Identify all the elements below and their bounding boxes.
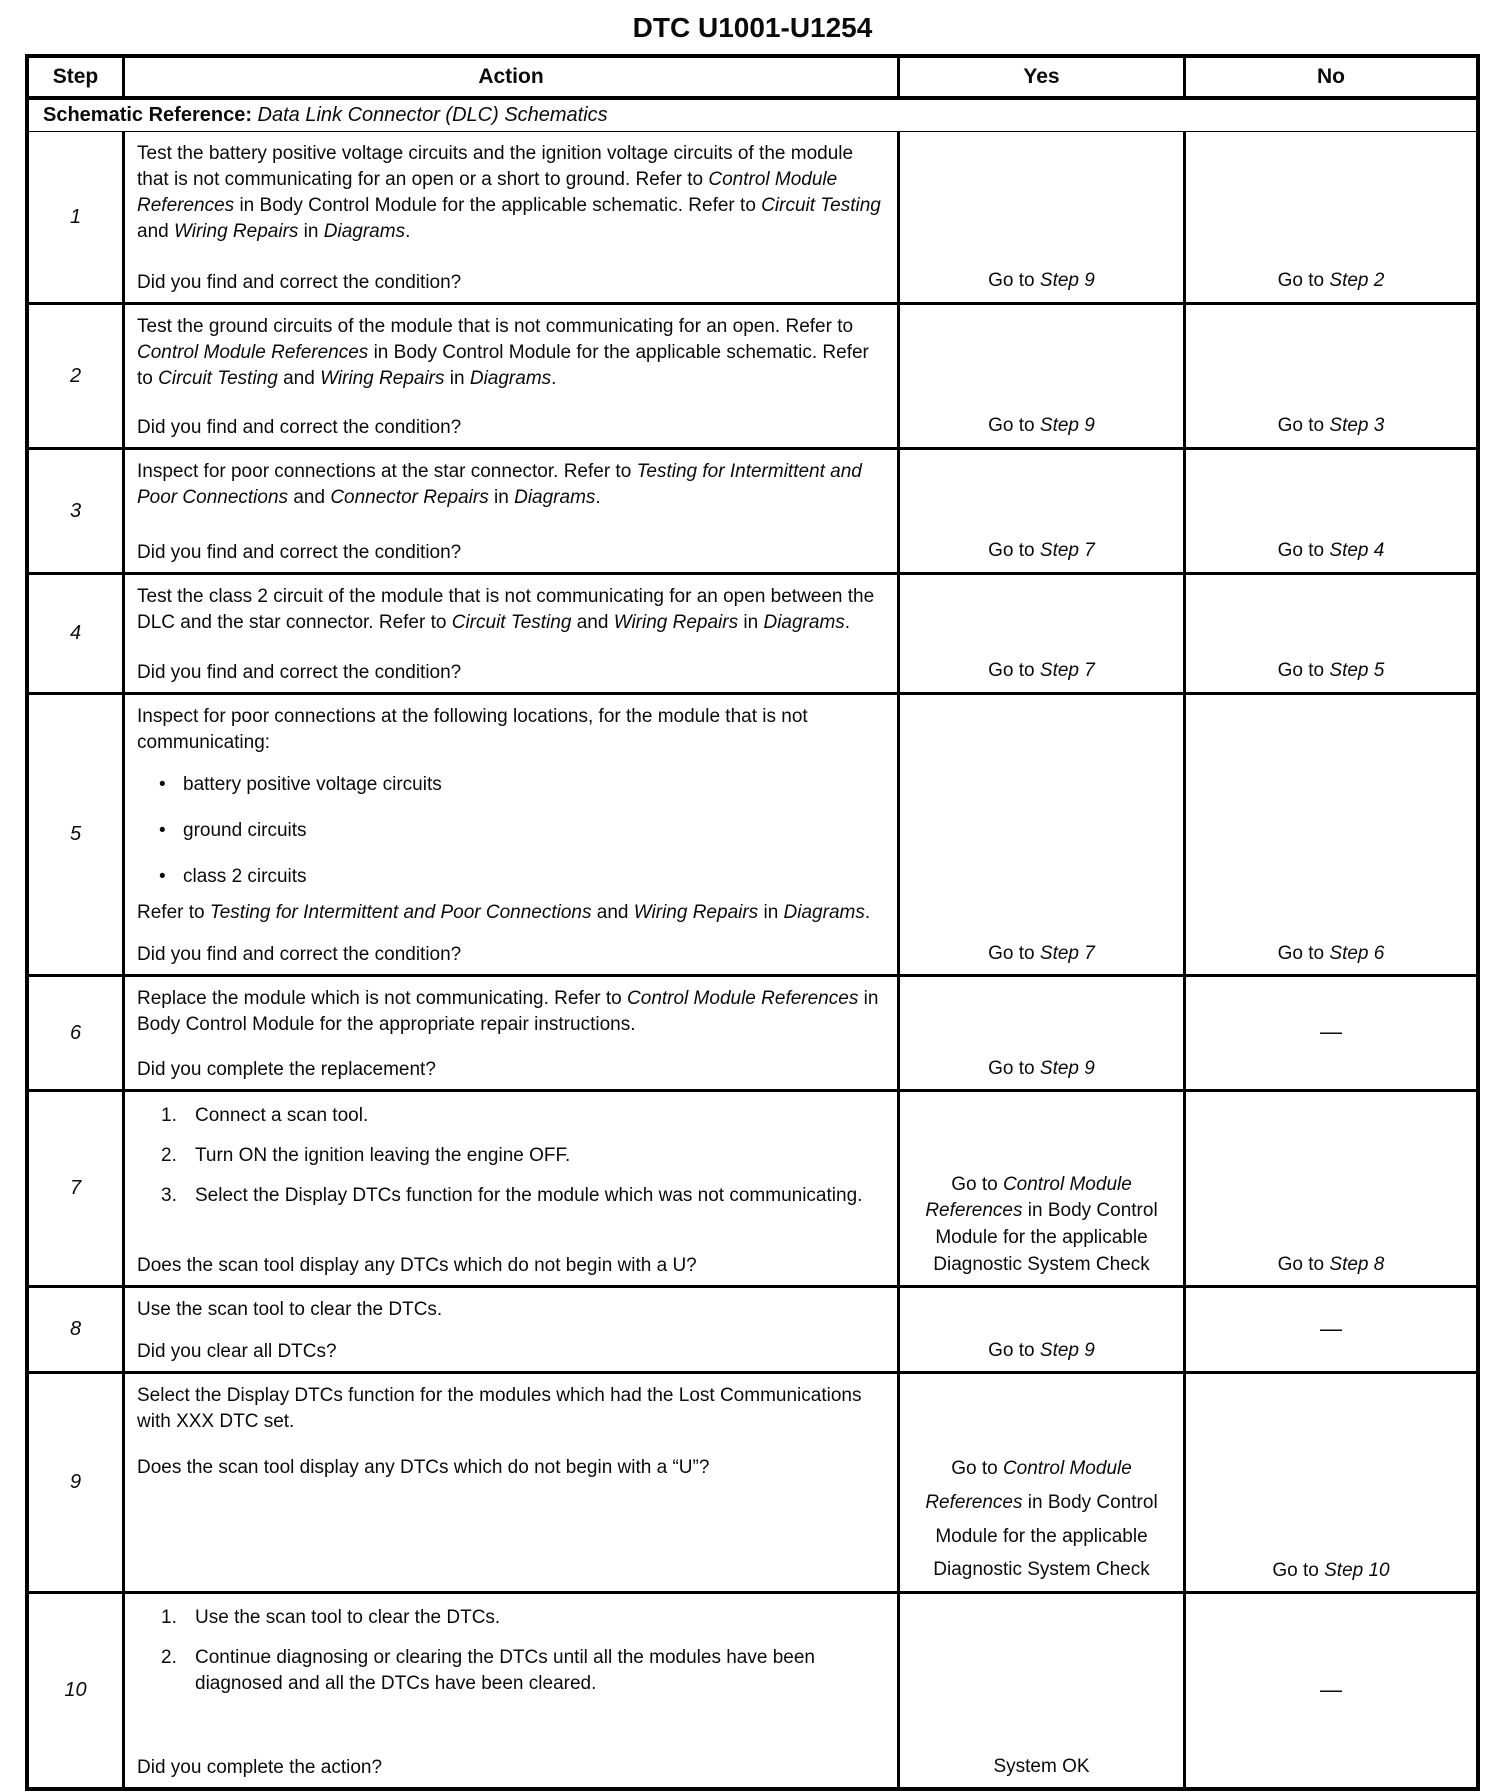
text-segment: Use the scan tool to clear the DTCs. <box>195 1607 501 1629</box>
text-segment: Step 5 <box>1329 660 1385 682</box>
action-paragraph <box>137 459 887 511</box>
action-paragraph <box>137 900 887 926</box>
table-row <box>29 692 1476 974</box>
table-header-row <box>29 58 1476 96</box>
text-segment: Go to <box>988 540 1040 562</box>
action-question <box>137 1745 887 1781</box>
text-segment: in Body Control Module for the applicable Diagnostic System Check <box>933 1491 1158 1581</box>
text-segment: Control Module References <box>925 1173 1132 1222</box>
table-row <box>29 572 1476 692</box>
step-cell <box>29 1092 122 1285</box>
text-segment: Did you complete the replacement? <box>137 1059 436 1081</box>
text-segment: and <box>288 487 331 509</box>
filler <box>137 1481 887 1585</box>
text-segment: in <box>738 612 764 634</box>
header-step: Step <box>52 65 99 88</box>
text-segment: Wiring Repairs <box>613 612 739 634</box>
yes-cell <box>897 132 1183 302</box>
yes-cell <box>897 575 1183 692</box>
text-segment: Select the Display DTCs function for the module which was not communicating. <box>195 1185 863 1207</box>
yes-cell <box>897 305 1183 447</box>
numbered-item-index: 3. <box>161 1185 177 1207</box>
action-cell <box>122 695 897 974</box>
text-segment: Diagrams <box>323 221 406 243</box>
text-segment: in <box>444 368 470 390</box>
text-segment: Did you find and correct the condition? <box>137 416 462 438</box>
yes-value <box>988 268 1095 295</box>
text-segment: Step 7 <box>1039 942 1095 964</box>
table-row <box>29 1089 1476 1285</box>
table-row <box>29 1371 1476 1591</box>
numbered-item <box>155 1645 887 1697</box>
text-segment: battery positive voltage circuits <box>183 774 442 796</box>
text-segment: . <box>551 368 557 390</box>
step-cell <box>29 450 122 572</box>
action-paragraph <box>137 584 887 636</box>
numbered-item-index: 1. <box>161 1607 177 1629</box>
bullet-text <box>183 864 307 890</box>
yes-value <box>988 538 1095 565</box>
step-cell <box>29 132 122 302</box>
no-cell <box>1183 695 1476 974</box>
action-cell <box>122 132 897 302</box>
text-segment: Test the battery positive voltage circuits and the ignition voltage circuits of the module that is not communicating for an open or a short to ground. Refer to <box>137 143 854 191</box>
text-segment: Step 3 <box>1329 415 1385 437</box>
text-segment: Did you find and correct the condition? <box>137 944 462 966</box>
text-segment: Go to <box>988 660 1040 682</box>
text-segment: in <box>298 221 324 243</box>
yes-cell <box>897 977 1183 1089</box>
text-segment: Replace the module which is not communicating. Refer to <box>137 988 628 1010</box>
table-body <box>29 132 1476 1787</box>
text-segment: Step 2 <box>1329 270 1385 292</box>
text-segment: Go to <box>1272 1559 1325 1581</box>
step-cell <box>29 305 122 447</box>
numbered-item <box>155 1605 887 1631</box>
action-cell <box>122 450 897 572</box>
text-segment: Continue diagnosing or clearing the DTCs until all the modules have been diagnosed and all the DTCs have been cleared. <box>195 1647 815 1695</box>
text-segment: Diagrams <box>469 368 552 390</box>
action-cell <box>122 305 897 447</box>
action-cell <box>122 977 897 1089</box>
numbered-item <box>155 1183 887 1209</box>
no-cell <box>1183 305 1476 447</box>
action-paragraph <box>137 1383 887 1435</box>
diagnostic-table <box>25 54 1480 1791</box>
action-question <box>137 1441 887 1481</box>
table-row <box>29 447 1476 572</box>
table-row <box>29 1285 1476 1371</box>
bullet-item <box>159 864 887 890</box>
text-segment: Testing for Intermittent and Poor Connections <box>137 461 862 509</box>
table-row <box>29 1591 1476 1787</box>
text-segment: Go to <box>1277 942 1330 964</box>
text-segment: class 2 circuits <box>183 866 307 888</box>
numbered-item <box>155 1143 887 1169</box>
text-segment: — <box>1320 1315 1342 1341</box>
step-number: 3 <box>69 499 82 522</box>
text-segment: in Body Control Module for the applicable Diagnostic System Check <box>933 1200 1158 1275</box>
action-question <box>137 405 887 441</box>
step-number: 10 <box>64 1679 87 1702</box>
text-segment: Go to <box>988 1057 1040 1079</box>
no-cell <box>1183 575 1476 692</box>
text-segment: Go to <box>1277 660 1330 682</box>
step-number: 2 <box>69 364 82 387</box>
yes-value <box>988 941 1095 968</box>
text-segment: — <box>1320 1019 1342 1045</box>
no-value <box>1278 658 1385 685</box>
numbered-item-index: 2. <box>161 1145 177 1167</box>
text-segment: Step 8 <box>1329 1253 1385 1275</box>
yes-value <box>993 1754 1089 1781</box>
no-value <box>1320 1675 1342 1706</box>
no-value <box>1278 538 1385 565</box>
action-question <box>137 932 887 968</box>
text-segment: Control Module References <box>137 342 369 364</box>
text-segment: Did you complete the action? <box>137 1757 383 1779</box>
text-segment: in Body Control Module for the appropriate repair instructions. <box>137 988 879 1036</box>
numbered-item-text <box>195 1645 887 1697</box>
text-segment: Go to <box>951 1457 1003 1479</box>
yes-value <box>988 658 1095 685</box>
text-segment: ground circuits <box>183 820 307 842</box>
text-segment: and <box>277 368 321 390</box>
header-yes: Yes <box>897 58 1183 96</box>
bullet-icon: • <box>159 866 166 888</box>
action-cell <box>122 575 897 692</box>
no-value <box>1278 941 1385 968</box>
step-number: 1 <box>69 205 82 228</box>
text-segment: Go to <box>988 270 1040 292</box>
text-segment: Refer to <box>137 902 210 924</box>
text-segment: — <box>1320 1676 1342 1702</box>
action-question <box>137 1243 887 1279</box>
no-value <box>1278 413 1385 440</box>
text-segment: Step 9 <box>1039 1339 1095 1361</box>
no-value <box>1320 1314 1342 1345</box>
table-row <box>29 132 1476 302</box>
text-segment: Wiring Repairs <box>173 221 299 243</box>
text-segment: Turn ON the ignition leaving the engine OFF. <box>195 1145 571 1167</box>
numbered-item-text <box>195 1103 887 1129</box>
no-value <box>1272 1558 1389 1585</box>
schematic-reference-value: Data Link Connector (DLC) Schematics <box>257 104 608 126</box>
text-segment: Go to <box>951 1173 1003 1195</box>
text-segment: Did you find and correct the condition? <box>137 661 462 683</box>
bullet-icon: • <box>159 774 166 796</box>
action-question <box>137 650 887 686</box>
step-cell <box>29 1594 122 1787</box>
action-paragraph <box>137 1297 887 1323</box>
yes-cell <box>897 1092 1183 1285</box>
action-paragraph <box>137 141 887 245</box>
header-action: Action <box>122 58 897 96</box>
yes-value <box>916 1172 1167 1278</box>
text-segment: Connect a scan tool. <box>195 1105 369 1127</box>
text-segment: in Body Control Module for the applicable schematic. Refer to <box>234 195 762 217</box>
no-cell <box>1183 1092 1476 1285</box>
numbered-item-index: 1. <box>161 1105 177 1127</box>
text-segment: System OK <box>993 1755 1090 1777</box>
text-segment: and <box>591 902 634 924</box>
yes-value <box>988 413 1095 440</box>
text-segment: Does the scan tool display any DTCs which do not begin with a U? <box>137 1255 697 1277</box>
numbered-item-index: 2. <box>161 1647 177 1669</box>
action-cell <box>122 1288 897 1371</box>
text-segment: Step 9 <box>1039 1057 1095 1079</box>
action-paragraph <box>137 704 887 756</box>
bullet-text <box>183 772 442 798</box>
text-segment: Go to <box>1277 415 1330 437</box>
text-segment: Did you find and correct the condition? <box>137 541 462 563</box>
no-value <box>1278 1252 1385 1279</box>
text-segment: Go to <box>1277 270 1330 292</box>
text-segment: Diagrams <box>763 612 845 634</box>
text-segment: . <box>595 487 601 509</box>
no-cell <box>1183 450 1476 572</box>
schematic-reference-label: Schematic Reference: <box>43 104 252 126</box>
text-segment: Control Module References <box>137 169 838 217</box>
yes-value <box>988 1338 1095 1365</box>
text-segment: Step 7 <box>1039 540 1095 562</box>
step-cell <box>29 575 122 692</box>
action-cell <box>122 1092 897 1285</box>
yes-value <box>988 1056 1095 1083</box>
step-number: 9 <box>69 1471 82 1494</box>
no-cell <box>1183 977 1476 1089</box>
text-segment: and <box>571 612 614 634</box>
text-segment: . <box>864 902 871 924</box>
step-number: 6 <box>69 1021 82 1044</box>
no-value <box>1278 268 1385 295</box>
text-segment: Test the ground circuits of the module that is not communicating for an open. Refer to <box>137 316 854 337</box>
text-segment: Step 7 <box>1039 660 1095 682</box>
action-question <box>137 1047 887 1083</box>
text-segment: Control Module References <box>925 1457 1132 1513</box>
step-number: 5 <box>69 823 82 846</box>
text-segment: Testing for Intermittent and Poor Connections <box>209 902 592 924</box>
page-title: DTC U1001-U1254 <box>632 12 873 43</box>
action-paragraph <box>137 314 887 392</box>
action-question <box>137 1329 887 1365</box>
numbered-item-text <box>195 1143 887 1169</box>
schematic-reference-row <box>29 96 1476 132</box>
text-segment: Circuit Testing <box>761 195 881 217</box>
text-segment: Connector Repairs <box>330 487 489 509</box>
step-number: 7 <box>69 1177 82 1200</box>
text-segment: Diagrams <box>783 902 865 924</box>
action-cell <box>122 1594 897 1787</box>
step-cell <box>29 1288 122 1371</box>
text-segment: Go to <box>988 942 1040 964</box>
action-question <box>137 260 887 296</box>
header-no: No <box>1183 58 1476 96</box>
text-segment: Does the scan tool display any DTCs which do not begin with a “U”? <box>137 1457 710 1479</box>
step-cell <box>29 1374 122 1591</box>
yes-cell <box>897 1374 1183 1591</box>
yes-value <box>916 1452 1167 1587</box>
table-row <box>29 974 1476 1089</box>
step-cell <box>29 977 122 1089</box>
text-segment: Go to <box>1277 1253 1330 1275</box>
no-cell <box>1183 1594 1476 1787</box>
no-cell <box>1183 132 1476 302</box>
text-segment: Step 9 <box>1039 270 1095 292</box>
yes-cell <box>897 450 1183 572</box>
text-segment: Step 6 <box>1329 942 1385 964</box>
text-segment: Test the class 2 circuit of the module that is not communicating for an open between the DLC and the star connector. Refer to <box>137 586 875 634</box>
action-question <box>137 530 887 566</box>
bullet-text <box>183 818 307 844</box>
text-segment: Step 10 <box>1324 1559 1390 1581</box>
numbered-item-text <box>195 1605 887 1631</box>
text-segment: . <box>844 612 851 634</box>
text-segment: Select the Display DTCs function for the modules which had the Lost Communications with XXX DTC set. <box>137 1385 862 1433</box>
no-cell <box>1183 1288 1476 1371</box>
text-segment: Inspect for poor connections at the following locations, for the module that is not communicating: <box>137 706 808 754</box>
text-segment: Go to <box>1277 540 1330 562</box>
text-segment: Use the scan tool to clear the DTCs. <box>137 1299 443 1321</box>
text-segment: Inspect for poor connections at the star connector. Refer to <box>137 461 637 482</box>
step-cell <box>29 695 122 974</box>
bullet-item <box>159 772 887 798</box>
no-value <box>1320 1017 1342 1048</box>
text-segment: Go to <box>988 1339 1040 1361</box>
step-number: 8 <box>69 1318 82 1341</box>
text-segment: Diagrams <box>514 487 596 509</box>
yes-cell <box>897 1288 1183 1371</box>
no-cell <box>1183 1374 1476 1591</box>
text-segment: in <box>488 487 515 509</box>
table-row <box>29 302 1476 447</box>
text-segment: Wiring Repairs <box>633 902 759 924</box>
action-paragraph <box>137 986 887 1038</box>
text-segment: Did you clear all DTCs? <box>137 1341 337 1363</box>
step-number: 4 <box>69 622 82 644</box>
numbered-item-text <box>195 1183 887 1209</box>
text-segment: Circuit Testing <box>451 612 572 634</box>
text-segment: Go to <box>988 415 1040 437</box>
bullet-item <box>159 818 887 844</box>
yes-cell <box>897 695 1183 974</box>
text-segment: Control Module References <box>627 988 859 1010</box>
text-segment: Wiring Repairs <box>320 368 445 390</box>
text-segment: Did you find and correct the condition? <box>137 271 462 293</box>
text-segment: Step 9 <box>1039 415 1095 437</box>
text-segment: in Body Control Module for the applicable schematic. Refer to <box>137 342 869 390</box>
bullet-icon: • <box>159 820 166 842</box>
text-segment: in <box>758 902 784 924</box>
text-segment: Step 4 <box>1329 540 1385 562</box>
text-segment: Circuit Testing <box>158 368 278 390</box>
text-segment: . <box>405 221 411 243</box>
text-segment: and <box>137 221 174 243</box>
numbered-item <box>155 1103 887 1129</box>
yes-cell <box>897 1594 1183 1787</box>
action-cell <box>122 1374 897 1591</box>
